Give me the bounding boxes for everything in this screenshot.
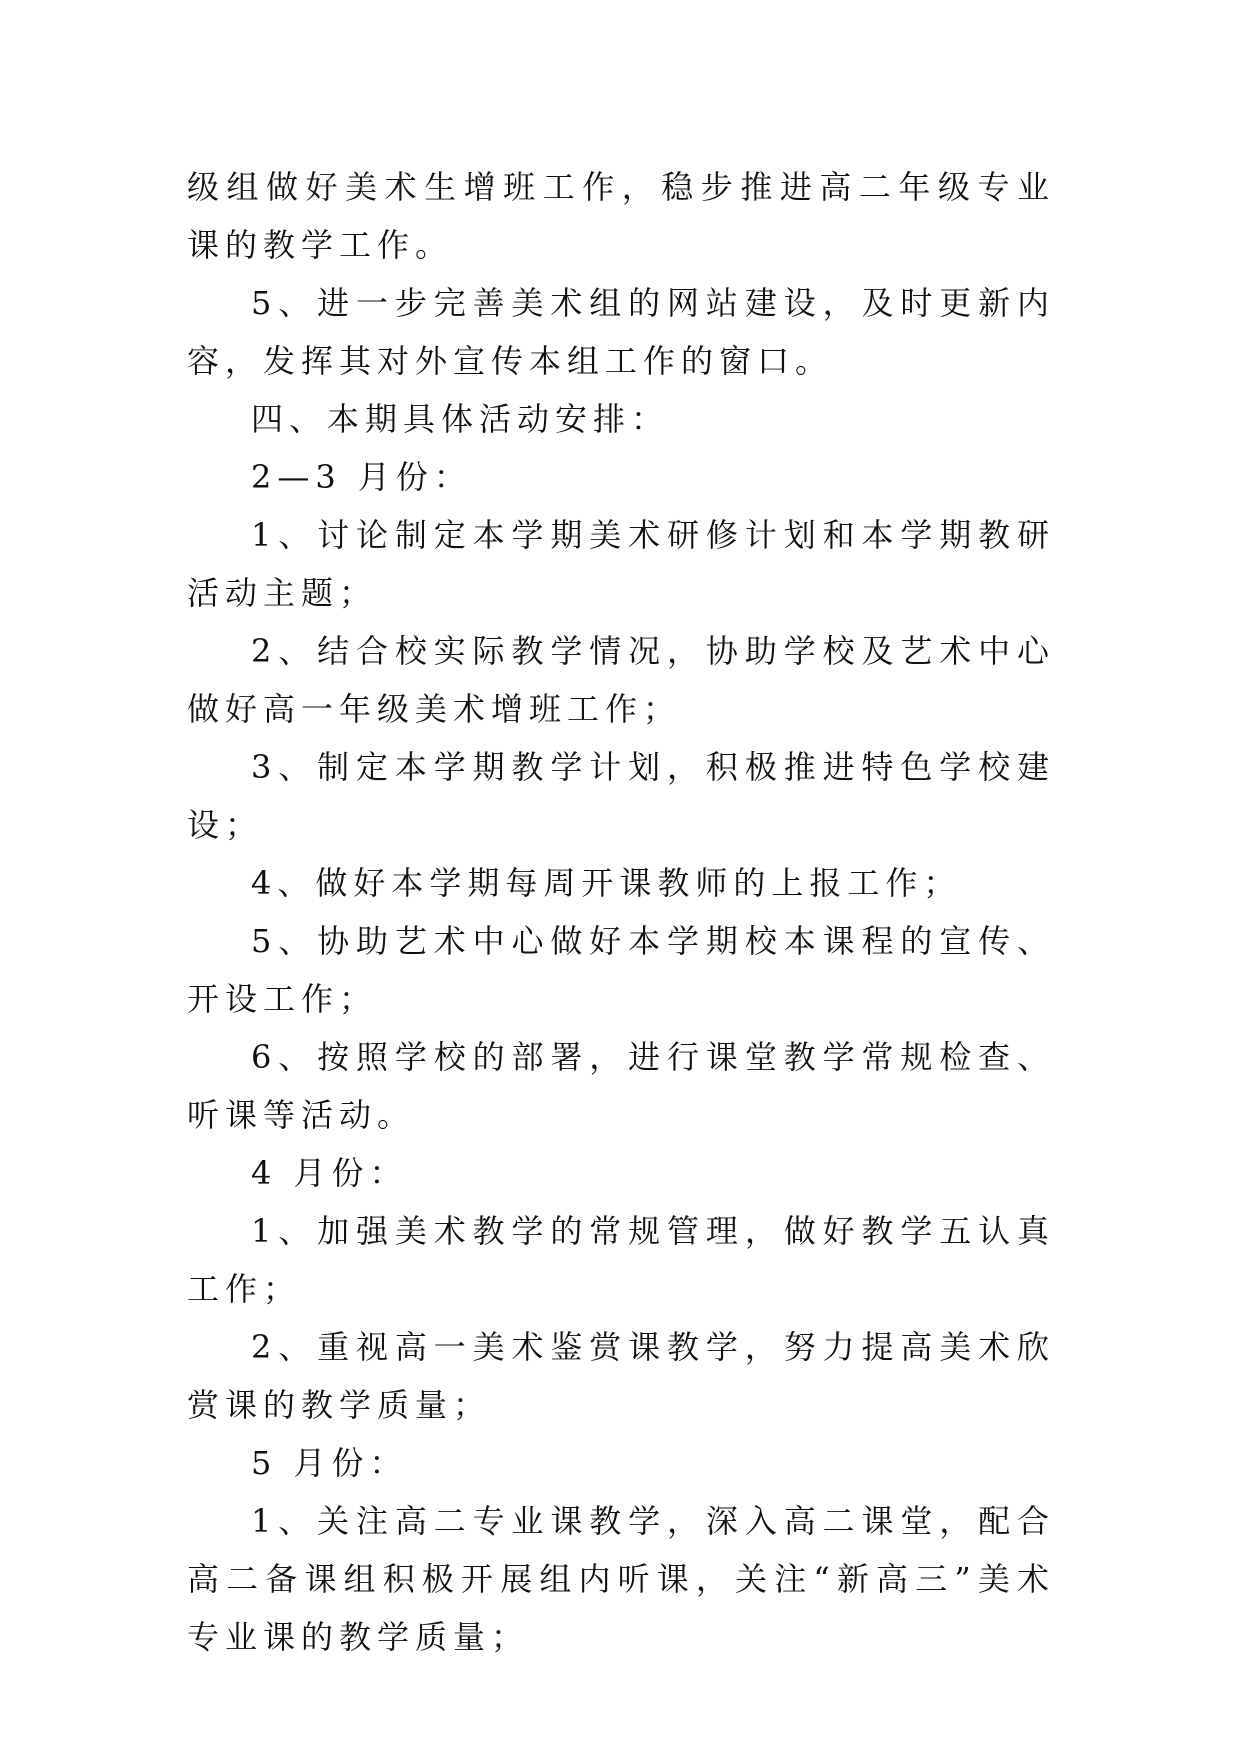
month-heading-may: 5 月份： <box>251 1444 408 1482</box>
document-body <box>187 158 1055 1666</box>
paragraph-feb-item-1: 1、讨论制定本学期美术研修计划和本学期教研活动主题； <box>187 516 1055 612</box>
paragraph-feb-item-2: 2、结合校实际教学情况，协助学校及艺术中心做好高一年级美术增班工作； <box>187 632 1055 728</box>
paragraph-item-5-website: 5、进一步完善美术组的网站建设，及时更新内容，发挥其对外宣传本组工作的窗口。 <box>187 284 1055 380</box>
paragraph-apr-item-1: 1、加强美术教学的常规管理，做好教学五认真工作； <box>187 1212 1055 1308</box>
month-heading-apr: 4 月份： <box>251 1154 408 1192</box>
section-heading-activities: 四、本期具体活动安排： <box>251 400 670 438</box>
paragraph-feb-item-6: 6、按照学校的部署，进行课堂教学常规检查、听课等活动。 <box>187 1038 1055 1134</box>
paragraph-continuation: 级组做好美术生增班工作，稳步推进高二年级专业课的教学工作。 <box>187 168 1055 264</box>
paragraph-apr-item-2: 2、重视高一美术鉴赏课教学，努力提高美术欣赏课的教学质量； <box>187 1328 1055 1424</box>
paragraph-feb-item-3: 3、制定本学期教学计划，积极推进特色学校建设； <box>187 748 1055 844</box>
paragraph-may-item-1: 1、关注高二专业课教学，深入高二课堂，配合高二备课组积极开展组内听课，关注“新高三”美术专业课的教学质量； <box>187 1502 1055 1656</box>
month-heading-feb-mar: 2—3 月份： <box>251 458 472 496</box>
paragraph-feb-item-5: 5、协助艺术中心做好本学期校本课程的宣传、开设工作； <box>187 922 1055 1018</box>
paragraph-feb-item-4: 4、做好本学期每周开课教师的上报工作； <box>251 864 962 902</box>
